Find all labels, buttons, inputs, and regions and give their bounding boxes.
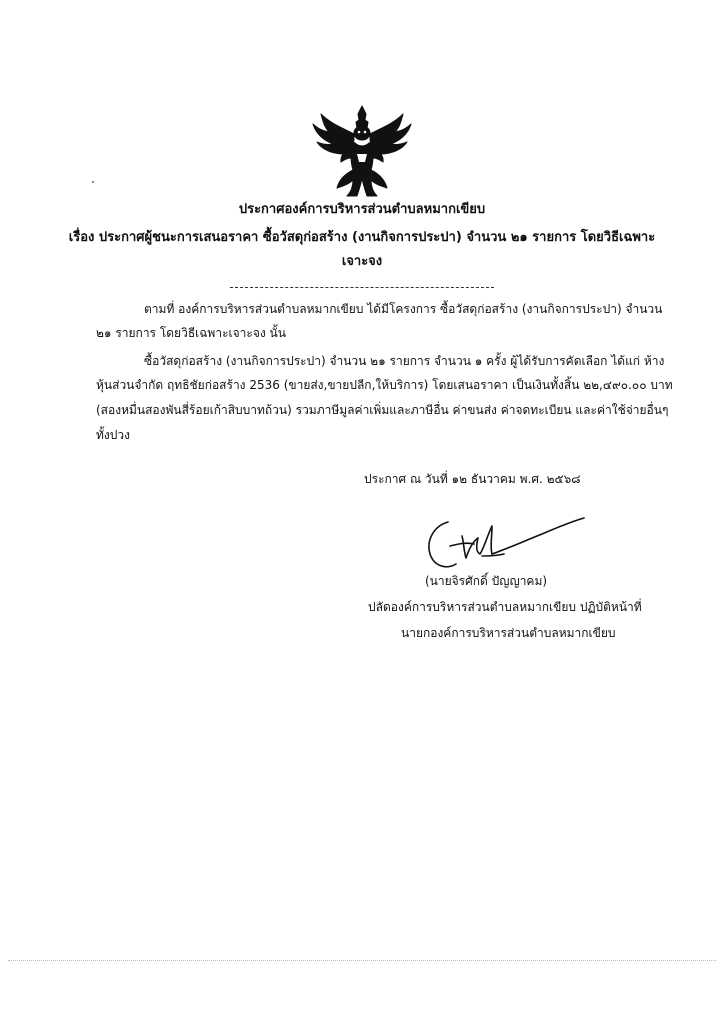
paragraph-2-line-3: (สองหมื่นสองพันสี่ร้อยเก้าสิบบาทถ้วน) รวมภาษีมูลค่าเพิ่มและภาษีอื่น ค่าขนส่ง ค่าจดทะเบียน และค่าใช้จ่ายอื่นๆ — [96, 403, 669, 417]
paragraph-2-line-2: หุ้นส่วนจำกัด ฤทธิชัยก่อสร้าง 2536 (ขายส่ง,ขายปลีก,ให้บริการ) โดยเสนอราคา เป็นเงินทั้งสิ้น ๒๒,๔๙๐.๐๐ บาท — [96, 378, 673, 392]
scan-artifact-line — [8, 960, 716, 961]
subject-line: เรื่อง ประกาศผู้ชนะการเสนอราคา ซื้อวัสดุก่อสร้าง (งานกิจการประปา) จำนวน ๒๑ รายการ โดยวิธีเฉพาะ — [68, 230, 656, 245]
scan-speck — [92, 181, 94, 183]
signatory-name: (นายจิรศักดิ์ ปัญญาคม) — [425, 574, 548, 588]
heading-divider — [230, 287, 494, 288]
subject-line-continued: เจาะจง — [341, 254, 383, 269]
paragraph-1-line-2: ๒๑ รายการ โดยวิธีเฉพาะเจาะจง นั้น — [96, 326, 286, 340]
signatory-position-line-2: นายกองค์การบริหารส่วนตำบลหมากเขียบ — [401, 626, 616, 640]
paragraph-2-line-4: ทั้งปวง — [96, 428, 130, 442]
garuda-emblem-icon — [307, 104, 417, 200]
signatory-position-line-1: ปลัดองค์การบริหารส่วนตำบลหมากเขียบ ปฏิบัติหน้าที่ — [368, 600, 642, 614]
document-title: ประกาศองค์การบริหารส่วนตำบลหมากเขียบ — [238, 202, 486, 217]
paragraph-2-line-1: ซื้อวัสดุก่อสร้าง (งานกิจการประปา) จำนวน ๒๑ รายการ จำนวน ๑ ครั้ง ผู้ได้รับการคัดเลือก ได้แก่ ห้าง — [144, 354, 665, 368]
announcement-date: ประกาศ ณ วันที่ ๑๒ ธันวาคม พ.ศ. ๒๕๖๘ — [364, 472, 581, 486]
paragraph-1-line-1: ตามที่ องค์การบริหารส่วนตำบลหมากเขียบ ได้มีโครงการ ซื้อวัสดุก่อสร้าง (งานกิจการประปา) จำนวน — [144, 302, 663, 316]
handwritten-signature-icon — [422, 514, 590, 580]
